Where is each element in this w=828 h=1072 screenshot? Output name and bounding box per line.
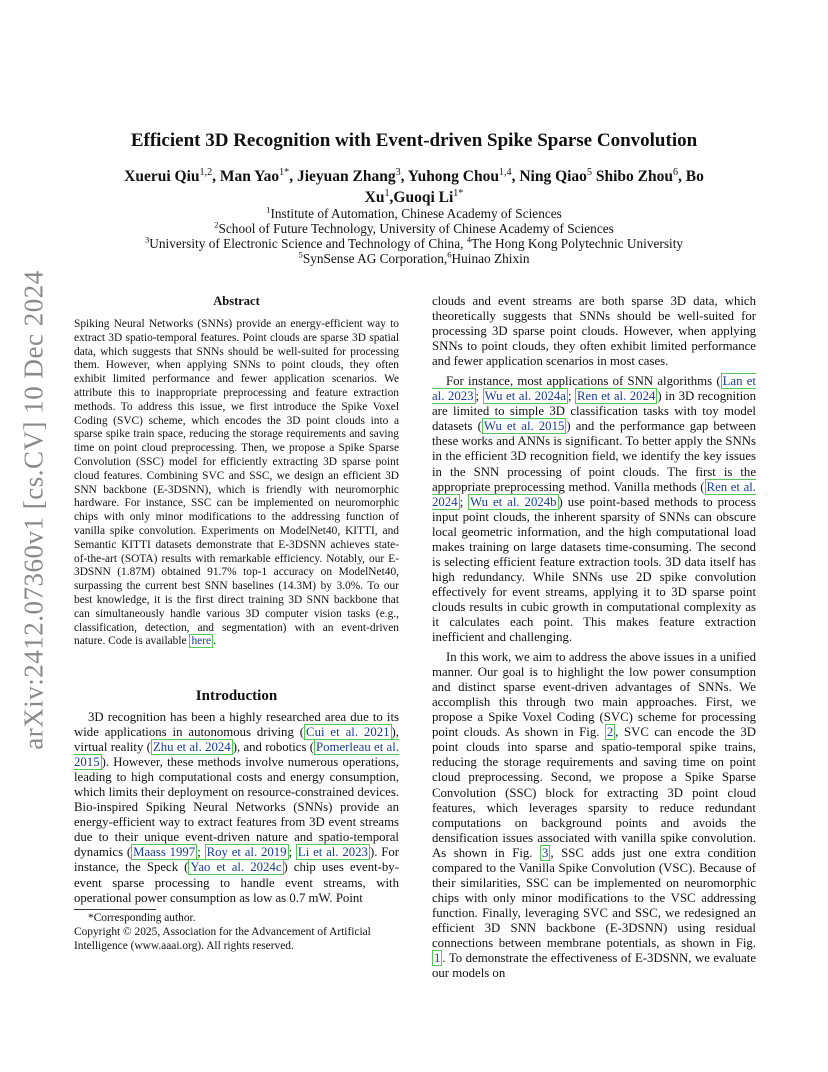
author-name: Xuerui Qiu	[124, 168, 200, 185]
citation-link[interactable]: Pomerleau et al. 2015	[74, 740, 399, 770]
right-column-body	[432, 294, 756, 981]
author-affiliation-mark: 3	[395, 166, 401, 178]
author-name: Ning Qiao	[519, 168, 587, 185]
author-list: Xuerui Qiu$^{1,2}$, Man Yao$^{1*}$, Jieyuan Zhang$^3$, Yuhong Chou$^{1,4}$, Ning Qiao$^5$ Shibo Zhou$^6$, Bo Xu$^1$,Guoqi $Li^{1*}$	[124, 166, 704, 206]
author-affiliation-mark: 6	[672, 166, 678, 178]
affiliation-text: Institute of Automation, Chinese Academy of Sciences	[270, 206, 562, 221]
affiliation-mark: 3	[144, 234, 150, 245]
citation-link[interactable]: Ren et al. 2024	[577, 389, 656, 404]
citation-link[interactable]: Roy et al. 2019	[206, 845, 287, 860]
code-link[interactable]: here	[191, 635, 212, 648]
author-affiliation-mark: 5	[586, 166, 592, 178]
affiliation-mark: 4	[466, 234, 472, 245]
affiliation-text: SynSense AG Corporation,	[302, 251, 448, 266]
affiliation-line	[0, 236, 828, 251]
paragraph: For instance, most applications of SNN algorithms ( Lan et al. 2023 ; Wu et al. 2024a ; Ren et al. 2024 ) in 3D recognition are limited to simple 3D classification tasks with toy model datasets ( Wu et al. 2015 ) and the performance gap between these works and ANNs is significant. To better apply the SNNs in the efficient 3D recognition field, we identify the key issues in the SNN processing of point clouds. The first is the appropriate preprocessing method. Vanilla methods ( Ren et al. 2024 ; Wu et al. 2024b ) use point-based methods to process input point clouds, the inherent sparsity of SNNs can obscure local geometric information, and the high computational load makes training on large datasets time-consuming. The second is selecting efficient feature extraction tools. 3D data itself has high redundancy. While SNNs use 2D spike convolution effectively for event streams, applying it to 3D sparse point clouds results in cubic growth in computational complexity as it calculates each point. This makes feature extraction inefficient and challenging.	[432, 374, 756, 645]
citation-link[interactable]: Li et al. 2023	[297, 845, 368, 860]
author-name: Bo Xu	[364, 168, 704, 206]
author-name: Man Yao	[219, 168, 280, 185]
citation-link[interactable]: 1	[434, 951, 441, 966]
citation-link[interactable]: 2	[606, 725, 614, 740]
author-name: Shibo Zhou	[595, 168, 673, 185]
affiliation-mark: 5	[298, 249, 303, 260]
corresponding-author-note: *Corresponding author.	[88, 912, 196, 924]
citation-link[interactable]: Maass 1997	[133, 845, 196, 860]
citation-link[interactable]: Yao et al. 2024c	[190, 860, 282, 875]
citation-link[interactable]: Wu et al. 2024b	[470, 494, 557, 509]
author-name: Guoqi Li	[393, 189, 454, 206]
abstract-end: .	[213, 635, 216, 648]
affiliation-text: University of Electronic Science and Technology of China,	[149, 236, 467, 251]
affiliation-mark: 6	[447, 249, 452, 260]
affiliation-text: School of Future Technology, University of Chinese Academy of Sciences	[218, 221, 614, 236]
arxiv-identifier: arXiv:2412.07360v1 [cs.CV] 10 Dec 2024	[18, 270, 49, 750]
paragraph: clouds and event streams are both sparse 3D data, which theoretically suggests that SNNs should be well-suited for processing 3D sparse point clouds. However, when applying SNNs to point clouds, they often exhibit limited performance and fewer application scenarios in most cases.	[432, 294, 756, 369]
abstract-body	[74, 318, 399, 649]
paper-title: Efficient 3D Recognition with Event-driven Spike Sparse Convolution	[130, 130, 698, 151]
citation-link[interactable]: Wu et al. 2024a	[484, 389, 566, 404]
abstract-text: Spiking Neural Networks (SNNs) provide an energy-efficient way to extract 3D spatio-temporal features. Point clouds are sparse 3D spatial data, which suggests that SNNs should be well-suited for processing them. However, when applying SNNs to point clouds, they often exhibit limited performance and fewer application scenarios. We attribute this to inappropriate preprocessing and feature extraction methods. To address this issue, we first introduce the Spike Voxel Coding (SVC) scheme, which encodes the 3D point clouds into a sparse spike train space, reducing the storage requirements and saving time on point cloud preprocessing. Then, we propose a Spike Sparse Convolution (SSC) model for efficiently extracting 3D sparse point cloud features. Combining SVC and SSC, we design an efficient 3D SNN backbone (E-3DSNN), which is friendly with neuromorphic hardware. For instance, SSC can be implemented on neuromorphic chips with only minor modifications to the addressing function of vanilla spike convolution. Experiments on ModelNet40, KITTI, and Semantic KITTI datasets demonstrate that E-3DSNN achieves state-of-the-art (SOTA) results with remarkable efficiency. Notably, our E-3DSNN (1.87M) obtained 91.7% top-1 accuracy on ModelNet40, surpassing the current best SNN baselines (14.3M) by 3.0%. To our best knowledge, it is the first direct training 3D SNN backbone that can simultaneously handle various 3D computer vision tasks (e.g., classification, detection, and segmentation) with an event-driven nature. Code is available	[74, 318, 399, 648]
arxiv-sidebar-stamp	[14, 250, 54, 770]
introduction-heading: Introduction	[195, 688, 278, 704]
affiliation-mark: 2	[214, 219, 219, 230]
author-affiliation-mark: 1	[384, 187, 390, 199]
affiliation-line	[0, 206, 828, 221]
affiliation-line	[0, 221, 828, 236]
author-affiliation-mark: 1*	[279, 166, 290, 178]
affiliation-text: The Hong Kong Polytechnic University	[471, 236, 684, 251]
affiliations	[0, 206, 828, 266]
footnote	[74, 912, 399, 953]
author-name: Yuhong Chou	[407, 168, 499, 185]
footnote-divider	[74, 909, 156, 910]
author-affiliation-mark: 1,2	[199, 166, 213, 178]
citation-link[interactable]: Ren et al. 2024	[432, 479, 756, 509]
paragraph: In this work, we aim to address the above issues in a unified manner. Our goal is to highlight the low power consumption and distinct sparse event-driven advantages of SNNs. We accomplish this through two main approaches. First, we propose a Spike Voxel Coding (SVC) scheme for processing point clouds. As shown in Fig. 2 , SVC can encode the 3D point clouds into sparse and spatio-temporal spike trains, reducing the storage requirements and saving time on point cloud preprocessing. Second, we propose a Spike Sparse Convolution (SSC) block for extracting 3D point cloud features, which leverages sparsity to reduce redundant computations on background points and avoids the densification issues associated with vanilla spike convolution. As shown in Fig. 3 , SSC adds just one extra condition compared to the Vanilla Spike Convolution (VSC). Because of their similarities, SSC can be implemented on neuromorphic chips with only minor modifications to the VSC addressing function. Finally, leveraging SVC and SSC, we redesigned an efficient 3D SNN backbone (E-3DSNN) using residual connections between membrane potentials, as shown in Fig. 1 . To demonstrate the effectiveness of E-3DSNN, we evaluate our models on	[432, 650, 756, 981]
affiliation-mark: 1	[266, 204, 271, 215]
citation-link[interactable]: Zhu et al. 2024	[152, 740, 231, 755]
citation-link[interactable]: 3	[542, 845, 549, 860]
introduction-body	[74, 710, 399, 906]
citation-link[interactable]: Wu et al. 2015	[483, 419, 565, 434]
author-affiliation-mark: 1*	[453, 187, 464, 199]
paragraph: 3D recognition has been a highly researched area due to its wide applications in autonomous driving ( Cui et al. 2021 ), virtual reality ( Zhu et al. 2024 ), and robotics ( Pomerleau et al. 2015 ). However, these methods involve numerous operations, leading to high computational costs and energy consumption, which limits their deployment on resource-constrained devices. Bio-inspired Spiking Neural Networks (SNNs) provide an energy-efficient way to extract features from 3D event streams due to their unique event-driven nature and spatio-temporal dynamics ( Maass 1997 ; Roy et al. 2019 ; Li et al. 2023 ). For instance, the Speck ( Yao et al. 2024c ) chip uses event-by-event sparse processing to handle event streams, with operational power consumption as low as 0.7 mW. Point	[74, 710, 399, 905]
affiliation-text: Huinao Zhixin	[451, 251, 530, 266]
citation-link[interactable]: Lan et al. 2023	[432, 374, 756, 404]
author-name: Jieyuan Zhang	[296, 168, 396, 185]
abstract-heading: Abstract	[213, 294, 260, 308]
affiliation-line	[0, 251, 828, 266]
citation-link[interactable]: Cui et al. 2021	[306, 725, 390, 740]
copyright-notice: Copyright © 2025, Association for the Advancement of Artificial Intelligence (www.aaai.org). All rights reserved.	[74, 925, 371, 952]
author-affiliation-mark: 1,4	[499, 166, 512, 178]
